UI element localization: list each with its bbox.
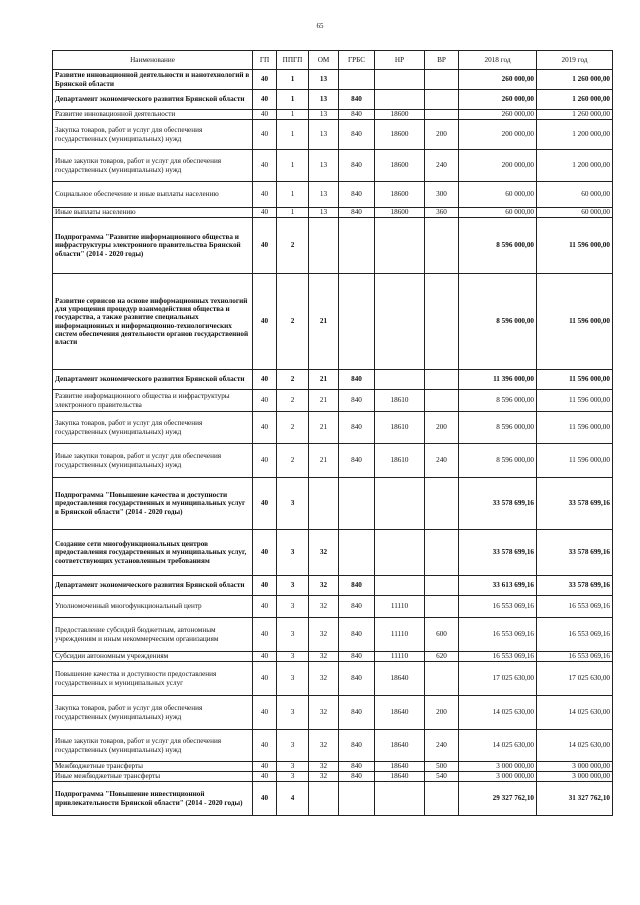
cell-nr: 18640 bbox=[375, 762, 425, 772]
cell-nr: 18600 bbox=[375, 110, 425, 120]
cell-grbs: 840 bbox=[339, 182, 375, 208]
cell-ppgp: 1 bbox=[277, 70, 309, 90]
cell-vr bbox=[425, 70, 459, 90]
cell-ppgp: 3 bbox=[277, 730, 309, 762]
col-header-2019: 2019 год bbox=[537, 51, 613, 70]
cell-grbs bbox=[339, 478, 375, 530]
cell-2019: 33 578 699,16 bbox=[537, 530, 613, 576]
cell-gp: 40 bbox=[253, 762, 277, 772]
cell-grbs: 840 bbox=[339, 444, 375, 478]
cell-2019: 17 025 630,00 bbox=[537, 662, 613, 696]
cell-2019: 16 553 069,16 bbox=[537, 652, 613, 662]
cell-gp: 40 bbox=[253, 596, 277, 618]
table-row bbox=[53, 218, 613, 274]
cell-name: Закупка товаров, работ и услуг для обеспечения государственных (муниципальных) нужд bbox=[53, 120, 253, 150]
cell-2018: 33 613 699,16 bbox=[459, 576, 537, 596]
cell-gp: 40 bbox=[253, 478, 277, 530]
cell-nr: 11110 bbox=[375, 652, 425, 662]
cell-name: Субсидии автономным учреждениям bbox=[53, 652, 253, 662]
cell-2018: 8 596 000,00 bbox=[459, 274, 537, 370]
cell-gp: 40 bbox=[253, 208, 277, 218]
cell-gp: 40 bbox=[253, 618, 277, 652]
cell-2019: 1 260 000,00 bbox=[537, 70, 613, 90]
table-row bbox=[53, 596, 613, 618]
cell-gp: 40 bbox=[253, 730, 277, 762]
cell-2019: 33 578 699,16 bbox=[537, 478, 613, 530]
cell-2018: 11 396 000,00 bbox=[459, 370, 537, 390]
cell-nr bbox=[375, 478, 425, 530]
cell-vr bbox=[425, 110, 459, 120]
cell-name: Социальное обеспечение и иные выплаты населению bbox=[53, 182, 253, 208]
cell-om: 32 bbox=[309, 730, 339, 762]
cell-gp: 40 bbox=[253, 412, 277, 444]
col-header-ppgp: ППГП bbox=[277, 51, 309, 70]
cell-nr: 18640 bbox=[375, 696, 425, 730]
cell-ppgp: 2 bbox=[277, 412, 309, 444]
table-row bbox=[53, 370, 613, 390]
cell-gp: 40 bbox=[253, 390, 277, 412]
cell-om: 13 bbox=[309, 182, 339, 208]
cell-om: 32 bbox=[309, 662, 339, 696]
cell-ppgp: 2 bbox=[277, 444, 309, 478]
table-row bbox=[53, 772, 613, 782]
cell-2018: 16 553 069,16 bbox=[459, 596, 537, 618]
cell-2019: 33 578 699,16 bbox=[537, 576, 613, 596]
table-row bbox=[53, 412, 613, 444]
cell-om: 21 bbox=[309, 390, 339, 412]
cell-2018: 14 025 630,00 bbox=[459, 730, 537, 762]
cell-name: Межбюджетные трансферты bbox=[53, 762, 253, 772]
cell-ppgp: 4 bbox=[277, 782, 309, 816]
cell-ppgp: 1 bbox=[277, 182, 309, 208]
cell-2018: 260 000,00 bbox=[459, 90, 537, 110]
cell-om: 32 bbox=[309, 596, 339, 618]
cell-nr bbox=[375, 70, 425, 90]
table-row bbox=[53, 444, 613, 478]
cell-om: 32 bbox=[309, 576, 339, 596]
cell-om: 13 bbox=[309, 110, 339, 120]
cell-ppgp: 2 bbox=[277, 390, 309, 412]
col-header-gp: ГП bbox=[253, 51, 277, 70]
cell-vr bbox=[425, 218, 459, 274]
cell-name: Уполномоченный многофункциональный центр bbox=[53, 596, 253, 618]
cell-om bbox=[309, 782, 339, 816]
cell-ppgp: 3 bbox=[277, 652, 309, 662]
cell-ppgp: 2 bbox=[277, 274, 309, 370]
cell-2018: 260 000,00 bbox=[459, 70, 537, 90]
cell-gp: 40 bbox=[253, 772, 277, 782]
cell-name: Подпрограмма "Повышение качества и доступности предоставления государственных и муниципальных услуг в Брянской области" (2014 - 2020 годы) bbox=[53, 478, 253, 530]
cell-nr bbox=[375, 782, 425, 816]
cell-vr bbox=[425, 576, 459, 596]
budget-table bbox=[52, 50, 613, 816]
cell-vr bbox=[425, 596, 459, 618]
cell-nr: 18600 bbox=[375, 150, 425, 182]
cell-2019: 11 596 000,00 bbox=[537, 218, 613, 274]
cell-name: Подпрограмма "Развитие информационного общества и инфраструктуры электронного правительства Брянской области" (2014 - 2020 годы) bbox=[53, 218, 253, 274]
cell-nr bbox=[375, 370, 425, 390]
cell-2018: 16 553 069,16 bbox=[459, 618, 537, 652]
cell-om: 21 bbox=[309, 444, 339, 478]
cell-2019: 3 000 000,00 bbox=[537, 772, 613, 782]
table-row bbox=[53, 478, 613, 530]
cell-2019: 11 596 000,00 bbox=[537, 370, 613, 390]
cell-grbs: 840 bbox=[339, 762, 375, 772]
cell-ppgp: 1 bbox=[277, 120, 309, 150]
cell-2019: 1 200 000,00 bbox=[537, 120, 613, 150]
cell-2018: 8 596 000,00 bbox=[459, 412, 537, 444]
cell-om: 21 bbox=[309, 412, 339, 444]
cell-ppgp: 3 bbox=[277, 478, 309, 530]
cell-name: Развитие сервисов на основе информационных технологий для упрощения процедур взаимодействия общества и государства, а также развитие специальных информационных и информационно-технологических систем обеспечения деятельности органов государственной власти bbox=[53, 274, 253, 370]
cell-vr bbox=[425, 782, 459, 816]
table-row bbox=[53, 530, 613, 576]
col-header-2018: 2018 год bbox=[459, 51, 537, 70]
cell-grbs bbox=[339, 70, 375, 90]
cell-name: Предоставление субсидий бюджетным, автономным учреждениям и иным некоммерческим организациям bbox=[53, 618, 253, 652]
cell-name: Закупка товаров, работ и услуг для обеспечения государственных (муниципальных) нужд bbox=[53, 696, 253, 730]
cell-nr bbox=[375, 218, 425, 274]
cell-name: Развитие инновационной деятельности bbox=[53, 110, 253, 120]
cell-nr bbox=[375, 576, 425, 596]
table-row bbox=[53, 762, 613, 772]
cell-name: Повышение качества и доступности предоставления государственных и муниципальных услуг bbox=[53, 662, 253, 696]
cell-grbs: 840 bbox=[339, 618, 375, 652]
cell-grbs: 840 bbox=[339, 596, 375, 618]
cell-2019: 1 200 000,00 bbox=[537, 150, 613, 182]
cell-vr: 200 bbox=[425, 120, 459, 150]
cell-name: Иные закупки товаров, работ и услуг для обеспечения государственных (муниципальных) нужд bbox=[53, 444, 253, 478]
cell-2018: 14 025 630,00 bbox=[459, 696, 537, 730]
cell-2018: 8 596 000,00 bbox=[459, 390, 537, 412]
cell-vr bbox=[425, 390, 459, 412]
cell-2018: 200 000,00 bbox=[459, 120, 537, 150]
cell-nr: 18610 bbox=[375, 412, 425, 444]
cell-2019: 1 260 000,00 bbox=[537, 90, 613, 110]
cell-vr: 300 bbox=[425, 182, 459, 208]
cell-2018: 200 000,00 bbox=[459, 150, 537, 182]
cell-2019: 60 000,00 bbox=[537, 182, 613, 208]
cell-vr: 240 bbox=[425, 730, 459, 762]
table-row bbox=[53, 208, 613, 218]
cell-grbs: 840 bbox=[339, 208, 375, 218]
cell-ppgp: 3 bbox=[277, 618, 309, 652]
table-row bbox=[53, 182, 613, 208]
cell-ppgp: 3 bbox=[277, 696, 309, 730]
cell-nr: 18640 bbox=[375, 772, 425, 782]
cell-name: Закупка товаров, работ и услуг для обеспечения государственных (муниципальных) нужд bbox=[53, 412, 253, 444]
cell-grbs: 840 bbox=[339, 652, 375, 662]
cell-om: 13 bbox=[309, 70, 339, 90]
cell-name: Развитие информационного общества и инфраструктуры электронного правительства bbox=[53, 390, 253, 412]
cell-vr: 240 bbox=[425, 150, 459, 182]
cell-2019: 60 000,00 bbox=[537, 208, 613, 218]
cell-gp: 40 bbox=[253, 70, 277, 90]
cell-2018: 33 578 699,16 bbox=[459, 478, 537, 530]
cell-grbs: 840 bbox=[339, 120, 375, 150]
cell-vr bbox=[425, 662, 459, 696]
cell-2019: 16 553 069,16 bbox=[537, 618, 613, 652]
cell-gp: 40 bbox=[253, 90, 277, 110]
cell-gp: 40 bbox=[253, 218, 277, 274]
table-row bbox=[53, 90, 613, 110]
cell-name: Департамент экономического развития Брянской области bbox=[53, 90, 253, 110]
cell-om: 32 bbox=[309, 618, 339, 652]
cell-gp: 40 bbox=[253, 652, 277, 662]
cell-2018: 16 553 069,16 bbox=[459, 652, 537, 662]
cell-vr: 600 bbox=[425, 618, 459, 652]
cell-gp: 40 bbox=[253, 182, 277, 208]
cell-nr: 18640 bbox=[375, 662, 425, 696]
table-header-row bbox=[53, 51, 613, 70]
cell-vr: 200 bbox=[425, 696, 459, 730]
cell-nr: 18600 bbox=[375, 182, 425, 208]
cell-2018: 3 000 000,00 bbox=[459, 762, 537, 772]
cell-nr bbox=[375, 90, 425, 110]
cell-nr: 11110 bbox=[375, 618, 425, 652]
col-header-name: Наименование bbox=[53, 51, 253, 70]
cell-name: Департамент экономического развития Брянской области bbox=[53, 576, 253, 596]
table-row bbox=[53, 70, 613, 90]
cell-2019: 11 596 000,00 bbox=[537, 444, 613, 478]
cell-grbs: 840 bbox=[339, 696, 375, 730]
cell-2019: 14 025 630,00 bbox=[537, 730, 613, 762]
cell-name: Иные выплаты населению bbox=[53, 208, 253, 218]
cell-2018: 8 596 000,00 bbox=[459, 444, 537, 478]
col-header-vr: ВР bbox=[425, 51, 459, 70]
cell-ppgp: 1 bbox=[277, 150, 309, 182]
cell-gp: 40 bbox=[253, 120, 277, 150]
cell-vr: 500 bbox=[425, 762, 459, 772]
table-row bbox=[53, 150, 613, 182]
cell-name: Иные закупки товаров, работ и услуг для обеспечения государственных (муниципальных) нужд bbox=[53, 150, 253, 182]
cell-nr: 18600 bbox=[375, 120, 425, 150]
cell-name: Развитие инновационной деятельности и нанотехнологий в Брянской области bbox=[53, 70, 253, 90]
cell-ppgp: 1 bbox=[277, 90, 309, 110]
col-header-grbs: ГРБС bbox=[339, 51, 375, 70]
cell-grbs: 840 bbox=[339, 576, 375, 596]
cell-ppgp: 2 bbox=[277, 218, 309, 274]
cell-vr: 620 bbox=[425, 652, 459, 662]
cell-2019: 11 596 000,00 bbox=[537, 390, 613, 412]
cell-om: 32 bbox=[309, 762, 339, 772]
cell-nr: 11110 bbox=[375, 596, 425, 618]
cell-grbs: 840 bbox=[339, 772, 375, 782]
cell-om: 13 bbox=[309, 150, 339, 182]
cell-name: Департамент экономического развития Брянской области bbox=[53, 370, 253, 390]
table-row bbox=[53, 390, 613, 412]
table-row bbox=[53, 120, 613, 150]
cell-vr bbox=[425, 530, 459, 576]
cell-vr: 200 bbox=[425, 412, 459, 444]
cell-2018: 17 025 630,00 bbox=[459, 662, 537, 696]
cell-gp: 40 bbox=[253, 110, 277, 120]
cell-nr: 18640 bbox=[375, 730, 425, 762]
cell-gp: 40 bbox=[253, 274, 277, 370]
cell-grbs bbox=[339, 274, 375, 370]
cell-grbs: 840 bbox=[339, 662, 375, 696]
table-row bbox=[53, 110, 613, 120]
cell-grbs: 840 bbox=[339, 390, 375, 412]
cell-ppgp: 3 bbox=[277, 762, 309, 772]
cell-nr: 18600 bbox=[375, 208, 425, 218]
cell-name: Создание сети многофункциональных центров предоставления государственных и муниципальных услуг, соответствующих установленным требованиям bbox=[53, 530, 253, 576]
cell-grbs: 840 bbox=[339, 110, 375, 120]
cell-name: Иные межбюджетные трансферты bbox=[53, 772, 253, 782]
cell-grbs: 840 bbox=[339, 150, 375, 182]
cell-vr bbox=[425, 478, 459, 530]
cell-ppgp: 3 bbox=[277, 576, 309, 596]
cell-om: 21 bbox=[309, 274, 339, 370]
cell-grbs: 840 bbox=[339, 90, 375, 110]
table-row bbox=[53, 696, 613, 730]
cell-gp: 40 bbox=[253, 150, 277, 182]
cell-2018: 33 578 699,16 bbox=[459, 530, 537, 576]
cell-grbs: 840 bbox=[339, 730, 375, 762]
cell-2018: 60 000,00 bbox=[459, 182, 537, 208]
cell-vr bbox=[425, 274, 459, 370]
cell-2018: 260 000,00 bbox=[459, 110, 537, 120]
cell-vr: 360 bbox=[425, 208, 459, 218]
cell-om: 32 bbox=[309, 530, 339, 576]
page-number: 65 bbox=[316, 22, 324, 30]
cell-ppgp: 1 bbox=[277, 208, 309, 218]
table-row bbox=[53, 782, 613, 816]
cell-2018: 29 327 762,10 bbox=[459, 782, 537, 816]
cell-om: 32 bbox=[309, 772, 339, 782]
cell-vr bbox=[425, 370, 459, 390]
cell-name: Иные закупки товаров, работ и услуг для обеспечения государственных (муниципальных) нужд bbox=[53, 730, 253, 762]
cell-2018: 60 000,00 bbox=[459, 208, 537, 218]
cell-gp: 40 bbox=[253, 444, 277, 478]
table-row bbox=[53, 730, 613, 762]
cell-2019: 31 327 762,10 bbox=[537, 782, 613, 816]
cell-gp: 40 bbox=[253, 530, 277, 576]
cell-grbs bbox=[339, 530, 375, 576]
cell-ppgp: 2 bbox=[277, 370, 309, 390]
cell-gp: 40 bbox=[253, 576, 277, 596]
cell-2019: 11 596 000,00 bbox=[537, 412, 613, 444]
cell-om bbox=[309, 478, 339, 530]
cell-om: 21 bbox=[309, 370, 339, 390]
cell-om: 13 bbox=[309, 90, 339, 110]
col-header-nr: НР bbox=[375, 51, 425, 70]
cell-2019: 16 553 069,16 bbox=[537, 596, 613, 618]
cell-grbs bbox=[339, 782, 375, 816]
cell-nr bbox=[375, 530, 425, 576]
table-row bbox=[53, 618, 613, 652]
cell-om: 13 bbox=[309, 120, 339, 150]
cell-gp: 40 bbox=[253, 662, 277, 696]
cell-om: 32 bbox=[309, 696, 339, 730]
cell-ppgp: 1 bbox=[277, 110, 309, 120]
cell-nr: 18610 bbox=[375, 444, 425, 478]
col-header-om: ОМ bbox=[309, 51, 339, 70]
cell-grbs: 840 bbox=[339, 412, 375, 444]
cell-2019: 14 025 630,00 bbox=[537, 696, 613, 730]
cell-grbs bbox=[339, 218, 375, 274]
table-row bbox=[53, 274, 613, 370]
cell-nr bbox=[375, 274, 425, 370]
cell-gp: 40 bbox=[253, 782, 277, 816]
cell-grbs: 840 bbox=[339, 370, 375, 390]
cell-nr: 18610 bbox=[375, 390, 425, 412]
cell-gp: 40 bbox=[253, 370, 277, 390]
cell-2018: 3 000 000,00 bbox=[459, 772, 537, 782]
cell-2019: 1 260 000,00 bbox=[537, 110, 613, 120]
cell-ppgp: 3 bbox=[277, 596, 309, 618]
cell-name: Подпрограмма "Повышение инвестиционной привлекательности Брянской области" (2014 - 2020 годы) bbox=[53, 782, 253, 816]
cell-2019: 3 000 000,00 bbox=[537, 762, 613, 772]
table-row bbox=[53, 662, 613, 696]
cell-om: 32 bbox=[309, 652, 339, 662]
cell-2019: 11 596 000,00 bbox=[537, 274, 613, 370]
cell-ppgp: 3 bbox=[277, 530, 309, 576]
table-row bbox=[53, 576, 613, 596]
cell-om bbox=[309, 218, 339, 274]
cell-vr: 540 bbox=[425, 772, 459, 782]
cell-ppgp: 3 bbox=[277, 772, 309, 782]
cell-vr: 240 bbox=[425, 444, 459, 478]
table-row bbox=[53, 652, 613, 662]
cell-om: 13 bbox=[309, 208, 339, 218]
cell-gp: 40 bbox=[253, 696, 277, 730]
cell-2018: 8 596 000,00 bbox=[459, 218, 537, 274]
cell-ppgp: 3 bbox=[277, 662, 309, 696]
cell-vr bbox=[425, 90, 459, 110]
